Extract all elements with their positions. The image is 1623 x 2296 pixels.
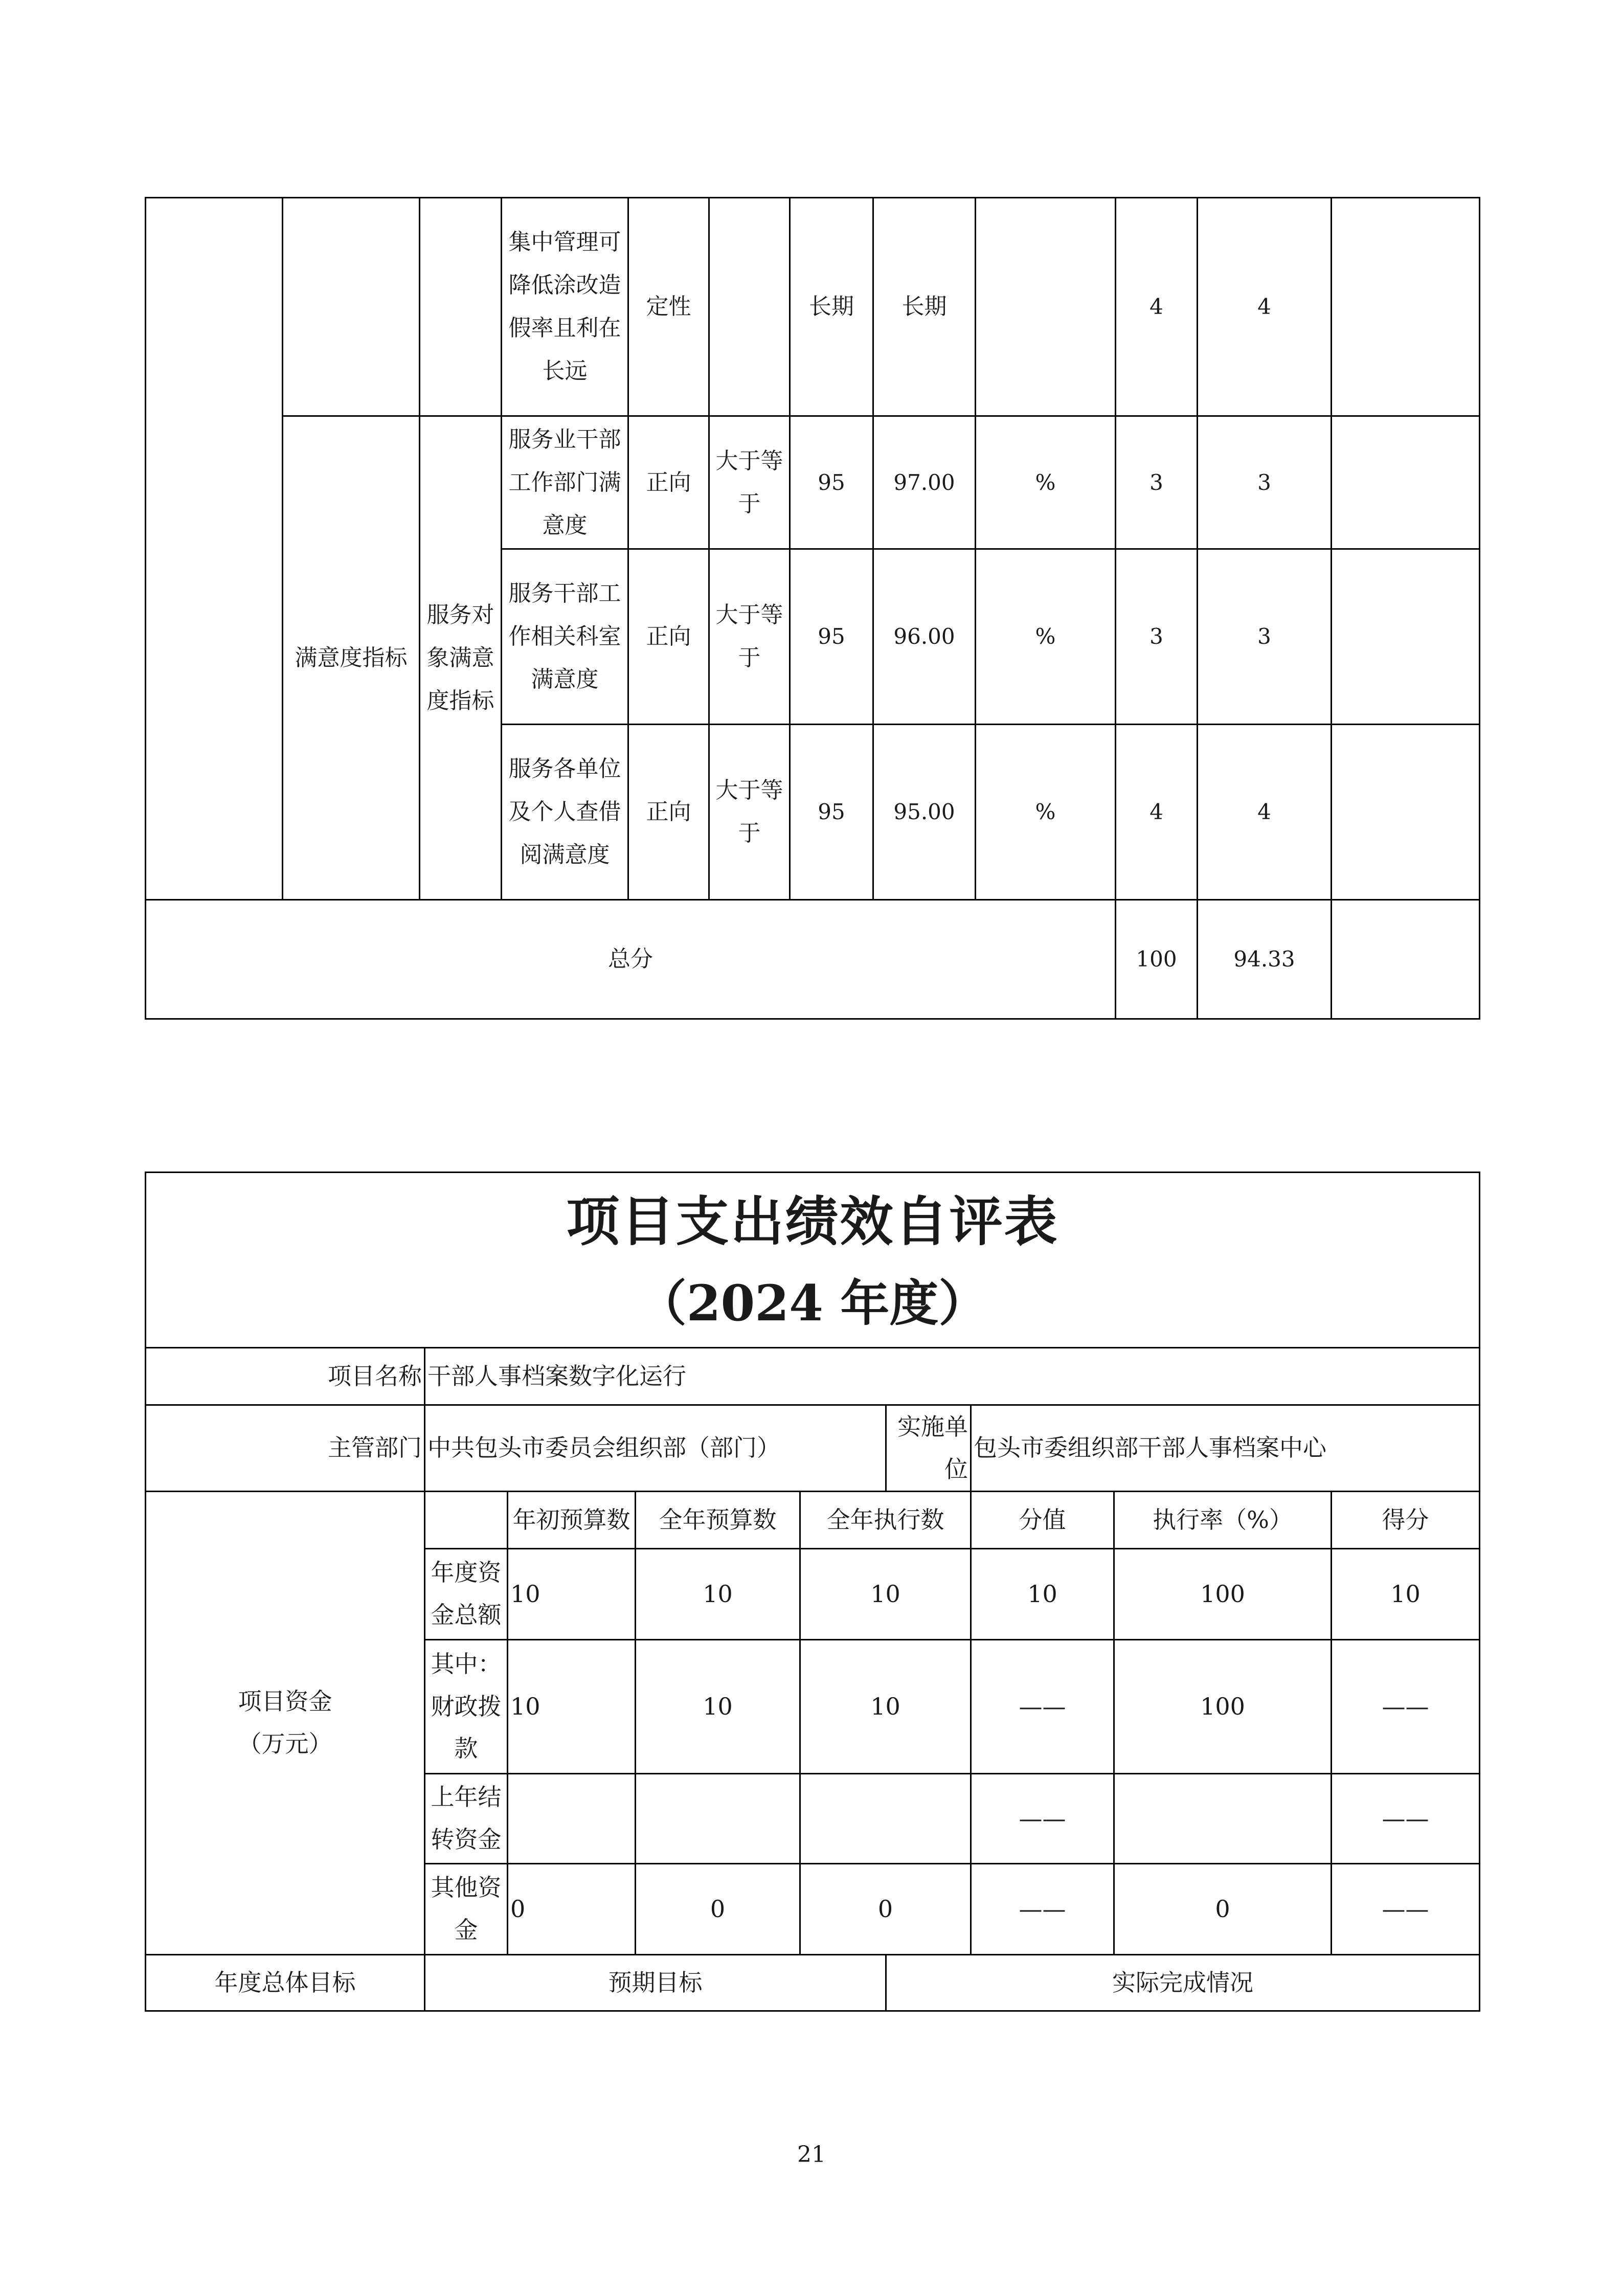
indicator-score: 3 [1198,416,1332,549]
fund-score: —— [1332,1863,1480,1954]
indicator-operator [709,198,790,416]
level3-cell [420,198,502,416]
indicator-target: 95 [790,725,873,900]
project-name-row [146,1348,1480,1405]
expected-goal-label: 预期目标 [425,1954,886,2011]
header-executed: 全年执行数 [800,1491,971,1548]
indicator-score: 4 [1198,725,1332,900]
indicator-actual: 长期 [873,198,976,416]
fund-row-label: 其中：财政拨款 [425,1639,508,1773]
page-number: 21 [797,2142,826,2168]
indicator-unit: % [976,416,1116,549]
form-title-cell [146,1173,1480,1348]
indicator-note [1332,416,1480,549]
fund-row-label: 年度资金总额 [425,1548,508,1639]
header-score: 得分 [1332,1491,1480,1548]
indicator-nature: 正向 [628,416,709,549]
fund-annual: 10 [636,1639,800,1773]
fund-row-label: 其他资金 [425,1863,508,1954]
indicator-nature: 定性 [628,198,709,416]
fund-rate: 100 [1114,1639,1332,1773]
indicator-nature: 正向 [628,549,709,725]
indicator-note [1332,725,1480,900]
fund-rate: 100 [1114,1548,1332,1639]
fund-initial: 10 [508,1548,636,1639]
header-points: 分值 [971,1491,1114,1548]
indicator-operator: 大于等于 [709,416,790,549]
goal-header-row [146,1954,1480,2011]
indicator-nature: 正向 [628,725,709,900]
impl-value: 包头市委组织部干部人事档案中心 [971,1405,1480,1492]
fund-rate: 0 [1114,1863,1332,1954]
fund-points: 10 [971,1548,1114,1639]
indicator-target: 长期 [790,198,873,416]
indicator-target: 95 [790,549,873,725]
indicator-name: 服务业干部工作部门满意度 [502,416,628,549]
level3-satisfaction: 服务对象满意度指标 [420,416,502,900]
fund-rate [1114,1773,1332,1863]
goal-label: 年度总体目标 [146,1954,425,2011]
indicator-weight: 4 [1116,725,1198,900]
performance-indicator-table [145,197,1480,1020]
form-title-row [146,1173,1480,1348]
total-label: 总分 [146,900,1116,1019]
fund-executed [800,1773,971,1863]
dept-label: 主管部门 [146,1405,425,1492]
indicator-name: 服务干部工作相关科室满意度 [502,549,628,725]
indicator-weight: 3 [1116,549,1198,725]
form-year: （2024 年度） [637,1274,988,1332]
indicator-weight: 4 [1116,198,1198,416]
fund-executed: 10 [800,1548,971,1639]
fund-initial: 0 [508,1863,636,1954]
fund-score: —— [1332,1639,1480,1773]
actual-result-label: 实际完成情况 [886,1954,1480,2011]
total-score: 94.33 [1198,900,1332,1019]
fund-label-cell [146,1491,425,1954]
indicator-unit: % [976,725,1116,900]
indicator-actual: 97.00 [873,416,976,549]
indicator-note [1332,549,1480,725]
indicator-score: 4 [1198,198,1332,416]
indicator-actual: 95.00 [873,725,976,900]
fund-initial: 10 [508,1639,636,1773]
indicator-operator: 大于等于 [709,549,790,725]
indicator-note [1332,198,1480,416]
fund-unit: （万元） [238,1730,332,1758]
project-name-value: 干部人事档案数字化运行 [425,1348,1480,1405]
indicator-score: 3 [1198,549,1332,725]
fund-annual: 10 [636,1548,800,1639]
level2-cell [283,198,420,416]
indicator-weight: 3 [1116,416,1198,549]
level1-cell [146,198,283,900]
fund-annual: 0 [636,1863,800,1954]
level2-satisfaction: 满意度指标 [283,416,420,900]
indicator-target: 95 [790,416,873,549]
indicator-actual: 96.00 [873,549,976,725]
fund-points: —— [971,1639,1114,1773]
fund-points: —— [971,1863,1114,1954]
indicator-unit [976,198,1116,416]
fund-points: —— [971,1773,1114,1863]
header-annual-budget: 全年预算数 [636,1491,800,1548]
department-row [146,1405,1480,1492]
indicator-name: 服务各单位及个人查借阅满意度 [502,725,628,900]
fund-executed: 0 [800,1863,971,1954]
impl-label: 实施单位 [886,1405,971,1492]
header-rate: 执行率（%） [1114,1491,1332,1548]
table-row [146,416,1480,549]
total-weight: 100 [1116,900,1198,1019]
fund-row-label: 上年结转资金 [425,1773,508,1863]
fund-executed: 10 [800,1639,971,1773]
form-title: 项目支出绩效自评表 [566,1190,1059,1253]
fund-label: 项目资金 [238,1687,332,1716]
project-name-label: 项目名称 [146,1348,425,1405]
total-note [1332,900,1480,1019]
fund-annual [636,1773,800,1863]
table-row [146,198,1480,416]
fund-score: 10 [1332,1548,1480,1639]
total-row [146,900,1480,1019]
header-blank [425,1491,508,1548]
indicator-operator: 大于等于 [709,725,790,900]
indicator-name: 集中管理可降低涂改造假率且利在长远 [502,198,628,416]
fund-initial [508,1773,636,1863]
dept-value: 中共包头市委员会组织部（部门） [425,1405,886,1492]
indicator-unit: % [976,549,1116,725]
header-initial-budget: 年初预算数 [508,1491,636,1548]
self-evaluation-form [145,1172,1480,2012]
fund-score: —— [1332,1773,1480,1863]
fund-header-row [146,1491,1480,1548]
